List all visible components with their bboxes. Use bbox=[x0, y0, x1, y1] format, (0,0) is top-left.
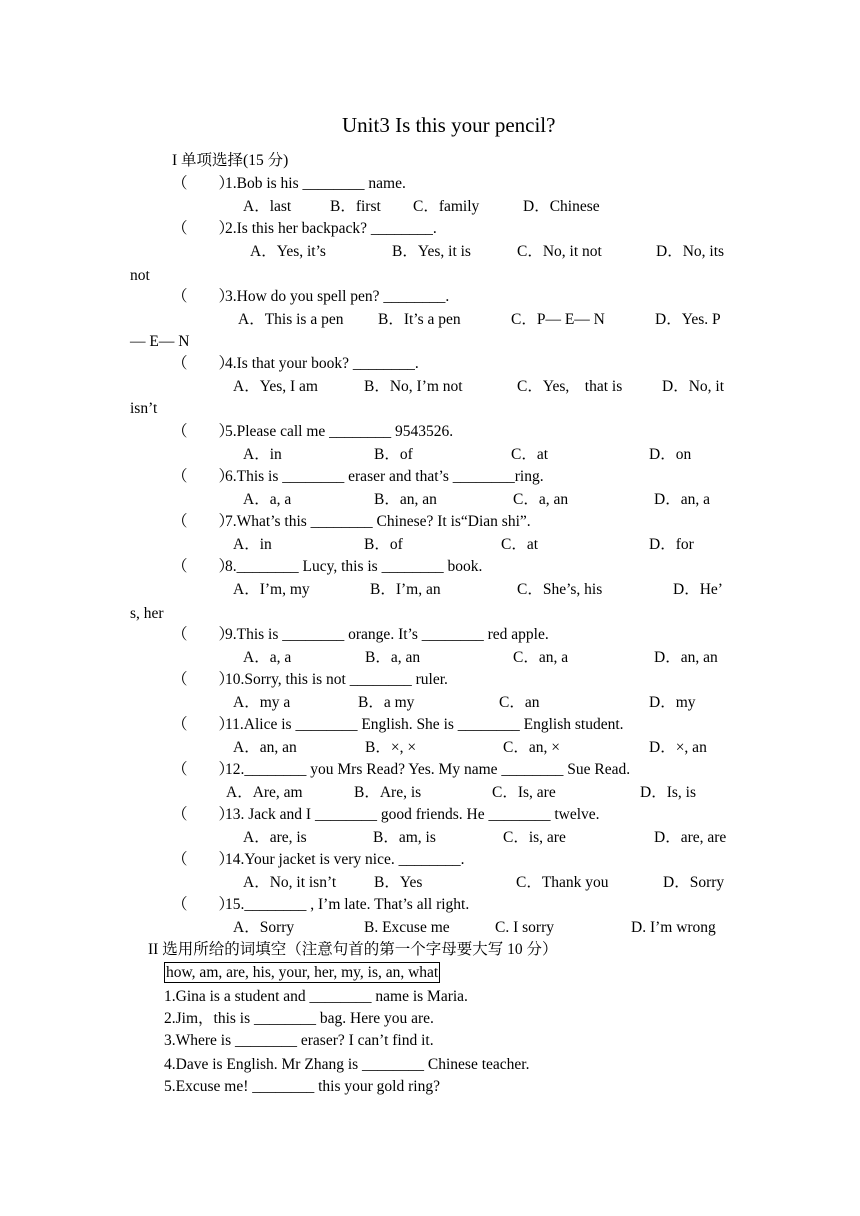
question-12-stem: 12.________ you Mrs Read? Yes. My name ________ Sue Read. bbox=[225, 761, 631, 778]
question-12-option-a: A．Are, am bbox=[226, 784, 303, 801]
question-2-option-a: A．Yes, it’s bbox=[250, 243, 326, 260]
question-7-option-a: A．in bbox=[233, 536, 272, 553]
question-6-option-b: B．an, an bbox=[374, 491, 437, 508]
question-9-option-b: B．a, an bbox=[365, 649, 421, 666]
question-11-option-b: B．×, × bbox=[365, 739, 417, 756]
fill-item-3: 3.Where is ________ eraser? I can’t find it. bbox=[164, 1032, 434, 1049]
question-2-option-b: B．Yes, it is bbox=[392, 243, 471, 260]
question-9-option-c: C．an, a bbox=[513, 649, 569, 666]
question-1-option-b: B．first bbox=[330, 198, 381, 215]
question-10-option-c: C．an bbox=[499, 694, 540, 711]
question-2-wrap: not bbox=[130, 267, 150, 284]
question-8-option-d: D．He’ bbox=[673, 581, 723, 598]
fill-item-5: 5.Excuse me! ________ this your gold ring? bbox=[164, 1078, 440, 1095]
question-11-option-a: A．an, an bbox=[233, 739, 297, 756]
question-14-option-b: B．Yes bbox=[374, 874, 423, 891]
question-10-option-a: A．my a bbox=[233, 694, 291, 711]
question-7-option-c: C．at bbox=[501, 536, 539, 553]
question-6-option-d: D．an, a bbox=[654, 491, 710, 508]
question-4-option-c: C．Yes, that is bbox=[517, 378, 623, 395]
question-3-paren: （ ） bbox=[172, 288, 235, 305]
question-14-option-d: D．Sorry bbox=[663, 874, 725, 891]
fill-item-4: 4.Dave is English. Mr Zhang is ________ Chinese teacher. bbox=[164, 1056, 530, 1073]
question-5-stem: 5.Please call me ________ 9543526. bbox=[225, 423, 454, 440]
question-6-option-c: C．a, an bbox=[513, 491, 569, 508]
question-14-option-c: C．Thank you bbox=[516, 874, 609, 891]
question-7-paren: （ ） bbox=[172, 513, 235, 530]
question-1-option-d: D．Chinese bbox=[523, 198, 600, 215]
question-12-option-c: C．Is, are bbox=[492, 784, 556, 801]
question-5-option-b: B．of bbox=[374, 446, 413, 463]
page-title: Unit3 Is this your pencil? bbox=[342, 113, 556, 137]
question-7-option-b: B．of bbox=[364, 536, 403, 553]
question-1-paren: （ ） bbox=[172, 175, 235, 192]
question-10-stem: 10.Sorry, this is not ________ ruler. bbox=[225, 671, 448, 688]
question-14-stem: 14.Your jacket is very nice. ________. bbox=[225, 851, 465, 868]
question-9-option-d: D．an, an bbox=[654, 649, 718, 666]
question-3-option-d: D．Yes. P bbox=[655, 311, 721, 328]
question-8-stem: 8.________ Lucy, this is ________ book. bbox=[225, 558, 483, 575]
question-13-option-a: A．are, is bbox=[243, 829, 307, 846]
question-14-paren: （ ） bbox=[172, 851, 235, 868]
question-2-option-d: D．No, its bbox=[656, 243, 725, 260]
question-10-option-d: D．my bbox=[649, 694, 696, 711]
question-15-stem: 15.________ , I’m late. That’s all right. bbox=[225, 896, 470, 913]
question-4-wrap: isn’t bbox=[130, 400, 158, 417]
question-9-stem: 9.This is ________ orange. It’s ________ red apple. bbox=[225, 626, 549, 643]
question-12-option-b: B．Are, is bbox=[354, 784, 422, 801]
question-15-option-a: A．Sorry bbox=[233, 919, 295, 936]
question-4-paren: （ ） bbox=[172, 355, 235, 372]
question-12-option-d: D．Is, is bbox=[640, 784, 696, 801]
question-13-stem: 13. Jack and I ________ good friends. He ________ twelve. bbox=[225, 806, 600, 823]
question-11-paren: （ ） bbox=[172, 716, 235, 733]
question-4-option-b: B．No, I’m not bbox=[364, 378, 463, 395]
question-8-option-a: A．I’m, my bbox=[233, 581, 310, 598]
section-1-heading: I 单项选择(15 分) bbox=[172, 152, 289, 169]
question-10-option-b: B．a my bbox=[358, 694, 415, 711]
question-2-stem: 2.Is this her backpack? ________. bbox=[225, 220, 437, 237]
question-4-option-a: A．Yes, I am bbox=[233, 378, 318, 395]
question-13-paren: （ ） bbox=[172, 806, 235, 823]
question-8-option-c: C．She’s, his bbox=[517, 581, 603, 598]
question-3-stem: 3.How do you spell pen? ________. bbox=[225, 288, 450, 305]
question-1-stem: 1.Bob is his ________ name. bbox=[225, 175, 406, 192]
question-15-paren: （ ） bbox=[172, 896, 235, 913]
question-8-paren: （ ） bbox=[172, 558, 235, 575]
question-1-option-a: A．last bbox=[243, 198, 292, 215]
question-3-wrap: — E— N bbox=[130, 333, 190, 350]
question-13-option-d: D．are, are bbox=[654, 829, 727, 846]
question-6-stem: 6.This is ________ eraser and that’s ________ring. bbox=[225, 468, 544, 485]
question-9-paren: （ ） bbox=[172, 626, 235, 643]
question-3-option-c: C．P— E— N bbox=[511, 311, 605, 328]
question-6-option-a: A．a, a bbox=[243, 491, 292, 508]
question-11-stem: 11.Alice is ________ English. She is ________ English student. bbox=[225, 716, 624, 733]
question-5-option-d: D．on bbox=[649, 446, 692, 463]
question-4-stem: 4.Is that your book? ________. bbox=[225, 355, 419, 372]
question-8-wrap: s, her bbox=[130, 605, 164, 622]
question-5-option-c: C．at bbox=[511, 446, 549, 463]
question-6-paren: （ ） bbox=[172, 468, 235, 485]
question-2-paren: （ ） bbox=[172, 220, 235, 237]
question-13-option-b: B．am, is bbox=[373, 829, 436, 846]
question-13-option-c: C．is, are bbox=[503, 829, 566, 846]
question-5-paren: （ ） bbox=[172, 423, 235, 440]
question-7-stem: 7.What’s this ________ Chinese? It is“Dian shi”. bbox=[225, 513, 531, 530]
question-14-option-a: A．No, it isn’t bbox=[243, 874, 337, 891]
question-10-paren: （ ） bbox=[172, 671, 235, 688]
question-1-option-c: C．family bbox=[413, 198, 480, 215]
fill-item-1: 1.Gina is a student and ________ name is Maria. bbox=[164, 988, 468, 1005]
section-2-heading: II 选用所给的词填空（注意句首的第一个字母要大写 10 分） bbox=[148, 941, 558, 958]
question-11-option-c: C．an, × bbox=[503, 739, 560, 756]
question-8-option-b: B．I’m, an bbox=[370, 581, 441, 598]
question-12-paren: （ ） bbox=[172, 761, 235, 778]
question-11-option-d: D．×, an bbox=[649, 739, 707, 756]
question-3-option-a: A．This is a pen bbox=[238, 311, 344, 328]
question-4-option-d: D．No, it bbox=[662, 378, 725, 395]
question-9-option-a: A．a, a bbox=[243, 649, 292, 666]
question-5-option-a: A．in bbox=[243, 446, 282, 463]
fill-item-2: 2.Jim，this is ________ bag. Here you are. bbox=[164, 1010, 434, 1027]
question-3-option-b: B．It’s a pen bbox=[378, 311, 461, 328]
question-2-option-c: C．No, it not bbox=[517, 243, 602, 260]
word-box: how, am, are, his, your, her, my, is, an, what bbox=[166, 964, 439, 981]
question-15-option-c: C. I sorry bbox=[495, 919, 554, 936]
question-7-option-d: D．for bbox=[649, 536, 694, 553]
question-15-option-d: D. I’m wrong bbox=[631, 919, 716, 936]
question-15-option-b: B. Excuse me bbox=[364, 919, 450, 936]
